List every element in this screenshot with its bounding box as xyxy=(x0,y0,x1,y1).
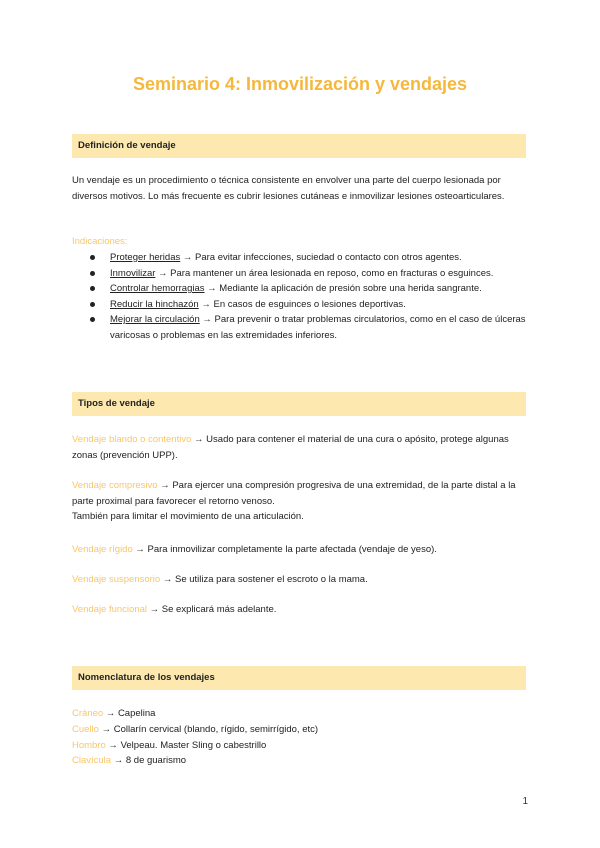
indications-label: Indicaciones: xyxy=(72,236,128,247)
type-term: Vendaje funcional xyxy=(72,604,148,615)
indication-desc: → Para mantener un área lesionada en reposo, como en fracturas o esguinces. xyxy=(155,267,494,279)
list-item xyxy=(72,281,528,297)
indication-term: Proteger heridas xyxy=(110,252,181,263)
indication-desc: → Mediante la aplicación de presión sobre una herida sangrante. xyxy=(204,283,482,294)
type-paragraph xyxy=(72,478,528,525)
type-paragraph xyxy=(72,432,528,463)
type-term: Vendaje rígido xyxy=(72,544,133,555)
indication-desc: → En casos de esguinces o lesiones deportivas. xyxy=(198,298,406,310)
indications-list xyxy=(72,250,528,343)
nomenclature-term: Clavícula xyxy=(72,755,112,766)
type-term: Vendaje blando o contentivo xyxy=(72,434,192,445)
section-heading-nomenclatura: Nomenclatura de los vendajes xyxy=(72,666,526,690)
section-heading-definicion: Definición de vendaje xyxy=(72,134,526,158)
list-item xyxy=(72,312,528,343)
type-extra: También para limitar el movimiento de una articulación. xyxy=(72,511,304,522)
definition-paragraph: Un vendaje es un procedimiento o técnica consistente en envolver una parte del cuerpo lesionada por diversos motivos. Lo más frecuente es cubrir lesiones cutáneas e inmovilizar lesiones osteoarticulares. xyxy=(72,175,505,202)
nomenclature-term: Cráneo xyxy=(72,708,104,719)
nomenclature-desc: → Velpeau. Master Sling o cabestrillo xyxy=(105,740,267,751)
type-desc: → Para ejercer una compresión progresiva de una extremidad, de la parte distal a la parte proximal para favorecer el retorno venoso. xyxy=(72,480,516,507)
type-paragraph xyxy=(72,542,528,558)
indication-term: Controlar hemorragias xyxy=(110,283,205,294)
nomenclature-line xyxy=(72,722,528,738)
nomenclature-line xyxy=(72,706,528,722)
type-term: Vendaje suspensorio xyxy=(72,574,161,585)
nomenclature-desc: → Collarín cervical (blando, rígido, semirrígido, etc) xyxy=(98,724,319,735)
nomenclature-line xyxy=(72,738,528,754)
type-desc: → Se explicará más adelante. xyxy=(147,604,277,615)
nomenclature-term: Hombro xyxy=(72,740,106,751)
list-item xyxy=(72,266,528,282)
nomenclature-term: Cuello xyxy=(72,724,99,735)
indication-term: Inmovilizar xyxy=(110,267,156,279)
indication-desc: → Para evitar infecciones, suciedad o contacto con otros agentes. xyxy=(180,252,462,263)
indication-term: Mejorar la circulación xyxy=(110,314,200,325)
nomenclature-line xyxy=(72,753,528,769)
list-item xyxy=(72,250,528,266)
type-paragraph xyxy=(72,602,528,618)
type-desc: → Usado para contener el material de una cura o apósito, protege algunas zonas (prevención UPP). xyxy=(72,434,509,461)
nomenclature-desc: → 8 de guarismo xyxy=(111,755,187,766)
section-heading-tipos: Tipos de vendaje xyxy=(72,392,526,416)
type-desc: → Se utiliza para sostener el escroto o la mama. xyxy=(160,574,368,585)
page-number: 1 xyxy=(522,796,528,807)
type-paragraph xyxy=(72,572,528,588)
indication-term: Reducir la hinchazón xyxy=(110,298,199,310)
nomenclature-desc: → Capelina xyxy=(103,708,156,719)
page-title: Seminario 4: Inmovilización y vendajes xyxy=(132,74,468,94)
indication-desc: → Para prevenir o tratar problemas circulatorios, como en el caso de úlceras varicosas o problemas en las extremidades inferiores. xyxy=(110,314,526,341)
list-item xyxy=(72,297,528,313)
type-desc: → Para inmovilizar completamente la parte afectada (vendaje de yeso). xyxy=(132,544,437,555)
type-term: Vendaje compresivo xyxy=(72,480,158,491)
